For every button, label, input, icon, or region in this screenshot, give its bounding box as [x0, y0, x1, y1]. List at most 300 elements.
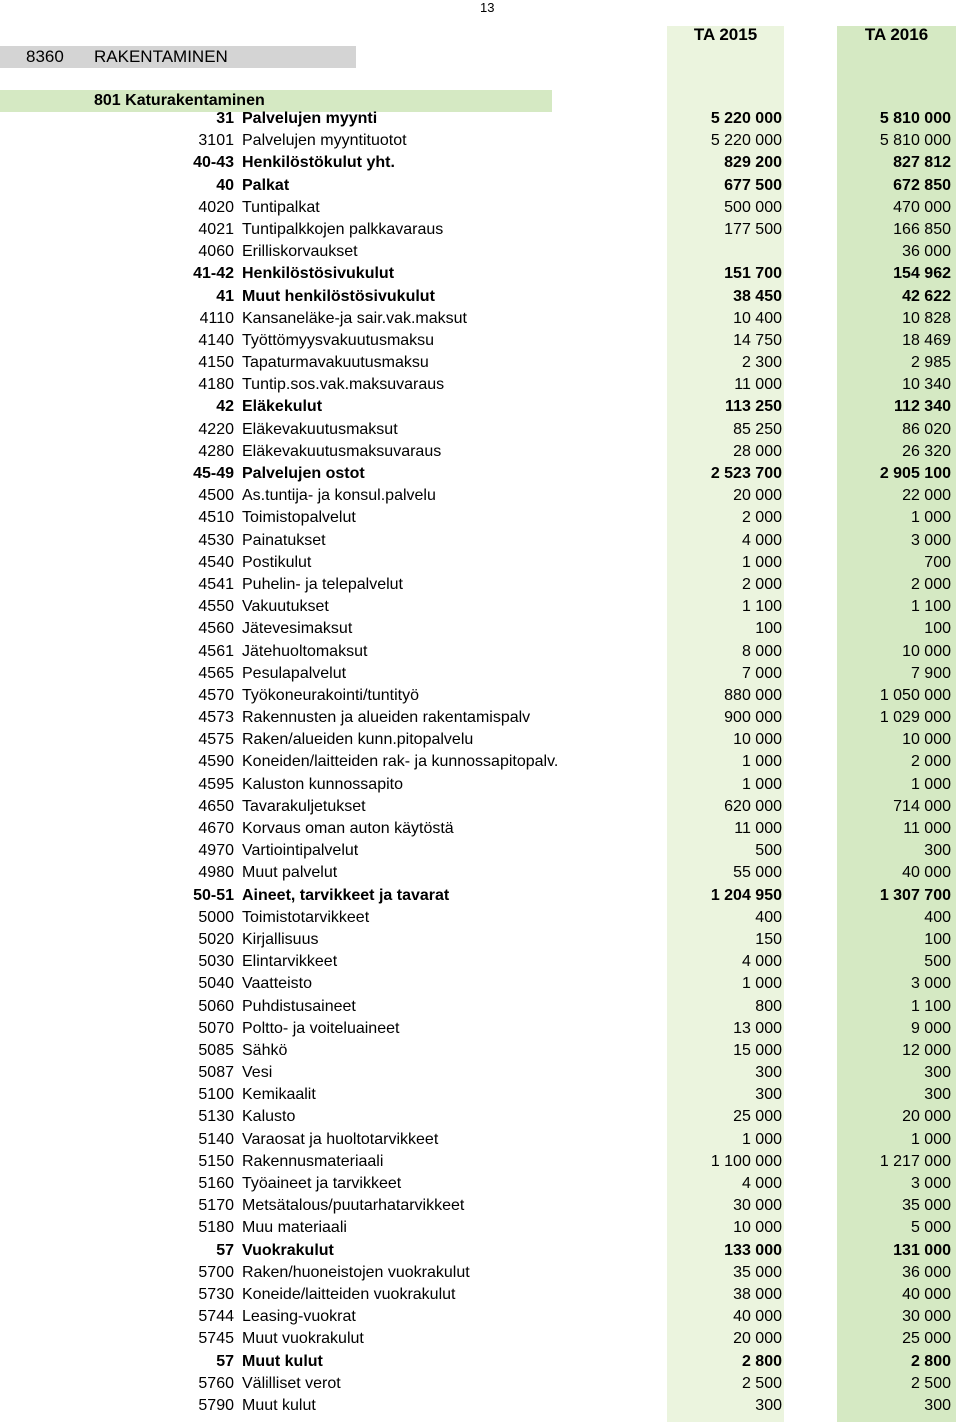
account-code: 4510 [198, 509, 234, 527]
account-code: 40-43 [193, 154, 234, 172]
account-code: 5170 [198, 1197, 234, 1215]
ta2016-value: 2 985 [910, 354, 951, 372]
ta2016-value: 2 000 [910, 575, 951, 593]
table-row [0, 1284, 960, 1306]
table-row [0, 907, 960, 929]
ta2016-value: 112 340 [894, 398, 951, 416]
account-label: Rakennusmateriaali [242, 1152, 384, 1170]
ta2016-value: 3 000 [910, 975, 951, 993]
table-row [0, 796, 960, 818]
account-code: 50-51 [193, 886, 234, 904]
account-label: Eläkevakuutusmaksuvaraus [242, 442, 442, 460]
account-label: Palkat [242, 176, 290, 194]
table-row [0, 707, 960, 729]
table-row [0, 1040, 960, 1062]
table-row [0, 596, 960, 618]
ta2016-value: 35 000 [902, 1197, 951, 1215]
table-row [0, 352, 960, 374]
ta2016-value: 300 [924, 1086, 951, 1104]
column-header-ta2015: TA 2015 [693, 25, 758, 44]
account-label: Elintarvikkeet [242, 953, 338, 971]
ta2015-value: 20 000 [733, 487, 782, 505]
table-row [0, 263, 960, 285]
table-row [0, 840, 960, 862]
table-row [0, 1306, 960, 1328]
table-row [0, 374, 960, 396]
table-row [0, 530, 960, 552]
account-code: 4020 [198, 198, 234, 216]
account-code: 5730 [198, 1285, 234, 1303]
ta2015-value: 30 000 [733, 1197, 782, 1215]
account-code: 41-42 [193, 265, 234, 283]
account-label: Työaineet ja tarvikkeet [242, 1175, 402, 1192]
ta2016-value: 700 [924, 553, 951, 571]
ta2016-value: 10 000 [902, 642, 951, 660]
account-code: 4220 [198, 420, 234, 438]
ta2015-value: 10 000 [733, 731, 782, 749]
ta2016-value: 10 000 [902, 731, 951, 749]
account-code: 5070 [198, 1019, 234, 1037]
ta2016-value: 470 000 [893, 198, 951, 216]
table-row [0, 1217, 960, 1239]
ta2016-value: 1 307 700 [879, 886, 951, 904]
account-code: 4541 [198, 575, 234, 593]
ta2016-value: 36 000 [902, 243, 951, 261]
account-code: 4550 [198, 598, 234, 616]
ta2015-value: 10 400 [733, 309, 782, 327]
ta2016-value: 3 000 [910, 1175, 951, 1192]
ta2015-value: 1 100 000 [710, 1152, 782, 1170]
ta2015-value: 2 500 [741, 1374, 782, 1392]
account-code: 5040 [198, 975, 234, 993]
table-row [0, 929, 960, 951]
table-row [0, 197, 960, 219]
ta2015-value: 829 200 [724, 154, 782, 172]
ta2016-value: 1 000 [910, 775, 951, 793]
account-label: Tuntipalkat [242, 198, 320, 216]
ta2015-value: 133 000 [724, 1241, 782, 1259]
table-row [0, 1351, 960, 1373]
account-code: 5790 [198, 1396, 234, 1414]
account-label: Jätehuoltomaksut [242, 642, 368, 660]
ta2015-value: 2 523 700 [710, 465, 782, 482]
account-code: 4110 [199, 309, 234, 327]
table-row [0, 1195, 960, 1217]
account-label: Kirjallisuus [242, 930, 319, 948]
ta2015-value: 880 000 [724, 686, 782, 704]
ta2016-value: 10 340 [902, 376, 951, 394]
ta2016-value: 20 000 [902, 1108, 951, 1126]
account-code: 40 [216, 176, 234, 194]
table-row [0, 1262, 960, 1284]
table-row [0, 330, 960, 352]
ta2015-value: 13 000 [733, 1019, 782, 1037]
account-code: 5160 [198, 1175, 234, 1192]
ta2015-value: 4 000 [741, 1175, 782, 1192]
account-code: 4530 [198, 531, 234, 549]
table-row [0, 308, 960, 330]
account-code: 4560 [198, 620, 234, 638]
ta2016-value: 166 850 [893, 220, 951, 238]
account-label: Sähkö [242, 1041, 288, 1059]
account-code: 45-49 [193, 465, 234, 482]
ta2015-value: 800 [755, 997, 782, 1015]
account-label: Rakennusten ja alueiden rakentamispalv [242, 709, 531, 727]
ta2015-value: 300 [755, 1396, 782, 1414]
table-row [0, 663, 960, 685]
table-row [0, 152, 960, 174]
ta2015-value: 900 000 [724, 709, 782, 727]
table-row [0, 241, 960, 263]
account-label: Raken/alueiden kunn.pitopalvelu [242, 731, 474, 749]
account-code: 5744 [198, 1308, 234, 1326]
ta2016-value: 1 100 [910, 997, 951, 1015]
account-code: 57 [216, 1352, 234, 1370]
ta2015-value: 677 500 [724, 176, 782, 194]
ta2015-value: 15 000 [733, 1041, 782, 1059]
table-row [0, 1395, 960, 1417]
ta2015-value: 1 000 [741, 753, 782, 771]
ta2016-value: 672 850 [893, 176, 951, 194]
ta2015-value: 2 300 [741, 354, 782, 372]
account-code: 5130 [198, 1108, 234, 1126]
ta2016-value: 300 [924, 1064, 951, 1082]
table-row [0, 751, 960, 773]
account-label: Varaosat ja huoltotarvikkeet [242, 1130, 439, 1148]
account-code: 4060 [198, 243, 234, 261]
ta2016-value: 40 000 [902, 1285, 951, 1303]
ta2015-value: 4 000 [741, 531, 782, 549]
ta2016-value: 10 828 [902, 309, 951, 327]
table-row [0, 1129, 960, 1151]
ta2015-value: 11 000 [734, 376, 782, 394]
account-label: Kaluston kunnossapito [242, 775, 403, 793]
ta2015-value: 5 220 000 [710, 110, 782, 127]
ta2016-value: 1 100 [910, 598, 951, 616]
account-label: Muut vuokrakulut [242, 1330, 364, 1348]
ta2016-value: 9 000 [910, 1019, 951, 1037]
account-label: Muut palvelut [242, 864, 338, 882]
ta2016-value: 400 [924, 908, 951, 926]
table-row [0, 1328, 960, 1350]
account-label: Työkoneurakointi/tuntityö [242, 686, 419, 704]
account-label: Muut henkilöstösivukulut [242, 287, 435, 305]
account-label: Metsätalous/puutarhatarvikkeet [242, 1197, 465, 1215]
table-row [0, 441, 960, 463]
budget-table [0, 108, 960, 1417]
ta2016-value: 100 [924, 930, 951, 948]
ta2016-value: 86 020 [902, 420, 951, 438]
account-label: Pesulapalvelut [242, 664, 347, 682]
table-row [0, 1084, 960, 1106]
table-row [0, 130, 960, 152]
ta2016-value: 154 962 [893, 265, 951, 283]
account-label: Työttömyysvakuutusmaksu [242, 331, 435, 349]
account-code: 41 [216, 287, 234, 305]
ta2015-value: 1 000 [741, 1130, 782, 1148]
account-label: Jätevesimaksut [242, 620, 353, 638]
ta2016-value: 2 000 [910, 753, 951, 771]
ta2016-value: 2 800 [910, 1352, 951, 1370]
table-row [0, 1240, 960, 1262]
account-code: 4573 [198, 709, 234, 727]
account-label: Vakuutukset [242, 598, 329, 616]
table-row [0, 618, 960, 640]
ta2016-value: 3 000 [910, 531, 951, 549]
account-label: Puhdistusaineet [242, 997, 356, 1015]
account-label: Koneide/laitteiden vuokrakulut [242, 1285, 456, 1303]
account-code: 5087 [198, 1064, 234, 1082]
section-name: 801 Katurakentaminen [94, 92, 265, 109]
table-row [0, 396, 960, 418]
department-name: RAKENTAMINEN [94, 47, 228, 66]
ta2016-value: 1 217 000 [879, 1152, 951, 1170]
table-row [0, 1373, 960, 1395]
ta2015-value: 620 000 [724, 797, 782, 815]
ta2015-value: 1 100 [741, 598, 782, 616]
ta2015-value: 100 [755, 620, 782, 638]
account-label: Henkilöstösivukulut [242, 265, 395, 283]
ta2015-value: 20 000 [733, 1330, 782, 1348]
table-row [0, 219, 960, 241]
account-code: 4561 [198, 642, 234, 660]
ta2015-value: 38 450 [733, 287, 782, 305]
table-row [0, 419, 960, 441]
ta2016-value: 42 622 [902, 287, 951, 305]
ta2016-value: 1 000 [910, 1130, 951, 1148]
account-code: 3101 [198, 132, 234, 150]
ta2015-value: 150 [755, 930, 782, 948]
table-row [0, 552, 960, 574]
ta2016-value: 25 000 [902, 1330, 951, 1348]
ta2015-value: 2 000 [741, 575, 782, 593]
ta2016-value: 500 [924, 953, 951, 971]
table-row [0, 108, 960, 130]
table-row [0, 685, 960, 707]
account-label: Muu materiaali [242, 1219, 347, 1237]
ta2016-value: 5 810 000 [879, 132, 951, 150]
ta2015-value: 4 000 [741, 953, 782, 971]
account-code: 5000 [198, 908, 234, 926]
account-code: 4150 [198, 354, 234, 372]
account-label: Tapaturmavakuutusmaksu [242, 354, 429, 372]
ta2016-value: 22 000 [902, 487, 951, 505]
ta2016-value: 300 [924, 842, 951, 860]
account-label: Vartiointipalvelut [242, 842, 359, 860]
table-row [0, 485, 960, 507]
account-code: 5700 [198, 1263, 234, 1281]
account-code: 5060 [198, 997, 234, 1015]
department-code: 8360 [26, 47, 64, 66]
ta2015-value: 1 000 [741, 553, 782, 571]
account-code: 4650 [198, 797, 234, 815]
ta2016-value: 1 000 [910, 509, 951, 527]
table-row [0, 641, 960, 663]
ta2015-value: 28 000 [733, 442, 782, 460]
account-label: Leasing-vuokrat [242, 1308, 356, 1326]
account-code: 4670 [198, 820, 234, 837]
account-code: 5140 [198, 1130, 234, 1148]
account-label: Puhelin- ja telepalvelut [242, 575, 403, 593]
account-label: Vesi [242, 1064, 273, 1082]
account-code: 42 [216, 398, 234, 416]
ta2015-value: 2 000 [741, 509, 782, 527]
account-label: Kalusto [242, 1108, 296, 1126]
account-label: As.tuntija- ja konsul.palvelu [242, 487, 436, 505]
ta2015-value: 113 250 [725, 398, 782, 416]
account-label: Tavarakuljetukset [242, 797, 366, 815]
table-row [0, 996, 960, 1018]
ta2015-value: 5 220 000 [710, 132, 782, 150]
ta2015-value: 400 [755, 908, 782, 926]
department-header [0, 46, 356, 68]
table-row [0, 507, 960, 529]
ta2015-value: 300 [755, 1064, 782, 1082]
account-code: 5020 [198, 930, 234, 948]
account-label: Raken/huoneistojen vuokrakulut [242, 1263, 470, 1281]
account-code: 4980 [198, 864, 234, 882]
ta2015-value: 10 000 [733, 1219, 782, 1237]
account-code: 4970 [198, 842, 234, 860]
account-label: Vaatteisto [242, 975, 312, 993]
ta2015-value: 300 [755, 1086, 782, 1104]
table-row [0, 774, 960, 796]
ta2015-value: 40 000 [733, 1308, 782, 1326]
account-code: 4500 [198, 487, 234, 505]
ta2015-value: 55 000 [733, 864, 782, 882]
table-row [0, 885, 960, 907]
account-label: Palvelujen myynti [242, 110, 378, 127]
account-code: 4280 [198, 442, 234, 460]
account-label: Välilliset verot [242, 1374, 341, 1392]
table-row [0, 951, 960, 973]
account-label: Kansaneläke-ja sair.vak.maksut [242, 309, 467, 327]
ta2016-value: 100 [924, 620, 951, 638]
account-code: 4575 [198, 731, 234, 749]
ta2016-value: 1 029 000 [879, 709, 951, 727]
ta2016-value: 827 812 [893, 154, 951, 172]
account-label: Eläkekulut [242, 398, 323, 416]
account-label: Muut kulut [242, 1396, 316, 1414]
table-row [0, 1151, 960, 1173]
ta2016-value: 714 000 [893, 797, 951, 815]
account-code: 4140 [198, 331, 234, 349]
table-row [0, 818, 960, 840]
account-label: Poltto- ja voiteluaineet [242, 1019, 400, 1037]
ta2016-value: 36 000 [902, 1263, 951, 1281]
table-row [0, 862, 960, 884]
table-row [0, 1018, 960, 1040]
ta2015-value: 25 000 [733, 1108, 782, 1126]
account-label: Toimistotarvikkeet [242, 908, 370, 926]
ta2015-value: 500 000 [724, 198, 782, 216]
account-label: Eläkevakuutusmaksut [242, 420, 398, 438]
table-row [0, 1062, 960, 1084]
table-row [0, 175, 960, 197]
ta2016-value: 11 000 [903, 820, 951, 837]
account-code: 4021 [198, 220, 234, 238]
page-number: 13 [480, 0, 495, 15]
ta2016-value: 5 000 [910, 1219, 951, 1237]
ta2015-value: 8 000 [741, 642, 782, 660]
account-code: 4540 [198, 553, 234, 571]
account-code: 31 [216, 110, 234, 127]
account-code: 5745 [198, 1330, 234, 1348]
ta2015-value: 11 000 [734, 820, 782, 837]
account-code: 4180 [198, 376, 234, 394]
ta2015-value: 151 700 [724, 265, 782, 283]
account-code: 4595 [198, 775, 234, 793]
account-label: Palvelujen myyntituotot [242, 132, 407, 150]
account-code: 5760 [198, 1374, 234, 1392]
account-label: Tuntip.sos.vak.maksuvaraus [242, 376, 445, 394]
account-label: Henkilöstökulut yht. [242, 154, 395, 172]
ta2016-value: 40 000 [902, 864, 951, 882]
ta2016-value: 2 500 [910, 1374, 951, 1392]
ta2015-value: 14 750 [733, 331, 782, 349]
table-row [0, 574, 960, 596]
account-label: Postikulut [242, 553, 312, 571]
ta2016-value: 5 810 000 [879, 110, 951, 127]
account-code: 57 [216, 1241, 234, 1259]
ta2015-value: 85 250 [733, 420, 782, 438]
ta2015-value: 2 800 [741, 1352, 782, 1370]
ta2015-value: 38 000 [733, 1285, 782, 1303]
ta2016-value: 300 [924, 1396, 951, 1414]
account-label: Toimistopalvelut [242, 509, 356, 527]
ta2016-value: 30 000 [902, 1308, 951, 1326]
table-row [0, 729, 960, 751]
table-row [0, 463, 960, 485]
ta2016-value: 2 905 100 [879, 465, 951, 482]
account-code: 5085 [198, 1041, 234, 1059]
table-row [0, 1173, 960, 1195]
account-label: Korvaus oman auton käytöstä [242, 820, 454, 837]
account-code: 5030 [198, 953, 234, 971]
ta2015-value: 1 204 950 [710, 886, 782, 904]
ta2015-value: 177 500 [724, 220, 782, 238]
account-label: Palvelujen ostot [242, 465, 365, 482]
column-header-ta2016: TA 2016 [864, 25, 929, 44]
ta2016-value: 1 050 000 [879, 686, 951, 704]
account-label: Koneiden/laitteiden rak- ja kunnossapitopalv. [242, 753, 559, 771]
account-label: Kemikaalit [242, 1086, 316, 1104]
account-code: 4570 [198, 686, 234, 704]
ta2015-value: 35 000 [733, 1263, 782, 1281]
ta2016-value: 26 320 [902, 442, 951, 460]
account-code: 4590 [198, 753, 234, 771]
ta2016-value: 131 000 [893, 1241, 951, 1259]
ta2015-value: 7 000 [741, 664, 782, 682]
account-label: Erilliskorvaukset [242, 243, 358, 261]
table-row [0, 1106, 960, 1128]
account-label: Tuntipalkkojen palkkavaraus [242, 220, 444, 238]
ta2016-value: 12 000 [902, 1041, 951, 1059]
account-code: 5100 [198, 1086, 234, 1104]
account-code: 5180 [198, 1219, 234, 1237]
account-code: 4565 [198, 664, 234, 682]
table-row [0, 286, 960, 308]
account-label: Painatukset [242, 531, 326, 549]
account-label: Muut kulut [242, 1352, 323, 1370]
ta2015-value: 1 000 [741, 975, 782, 993]
account-label: Vuokrakulut [242, 1241, 334, 1259]
account-code: 5150 [198, 1152, 234, 1170]
account-label: Aineet, tarvikkeet ja tavarat [242, 886, 450, 904]
ta2015-value: 500 [755, 842, 782, 860]
ta2016-value: 7 900 [910, 664, 951, 682]
table-row [0, 973, 960, 995]
